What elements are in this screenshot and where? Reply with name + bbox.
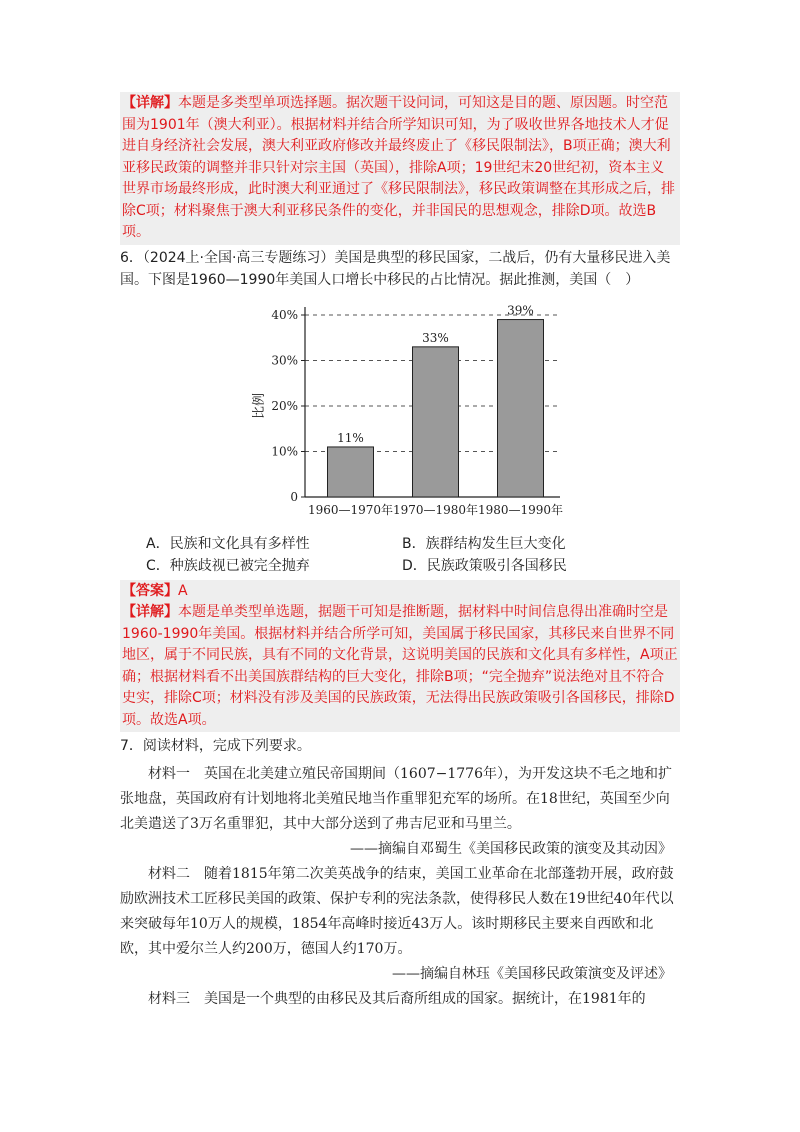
bar	[413, 346, 459, 496]
question-7-stem: 7．阅读材料，完成下列要求。	[120, 738, 311, 754]
y-tick-label: 0	[290, 489, 298, 504]
x-tick-label: 1960—1970年	[307, 502, 394, 517]
options-grid	[146, 533, 680, 578]
prev-explanation-block	[120, 92, 680, 245]
answer-line	[122, 581, 678, 603]
explain-text-6: 本题是单类型单选题，据题干可知是推断题，据材料中时间信息得出准确时空是1960-1990年美国。根据材料并结合所学可知，美国属于移民国家，其移民来自世界不同地区，属于不同民族，具有不同的文化背景，这说明美国的民族和文化具有多样性，A项正确；根据材料看不出美国族群结构的巨大变化，排除B项；“完全抛弃”说法绝对且不符合史实，排除C项；材料没有涉及美国的民族政策，无法得出民族政策吸引各国移民，排除D项。故选A项。	[122, 604, 678, 728]
answer-tag: 【答案】	[122, 582, 178, 599]
material-2: 材料二 随着1815年第二次美英战争的结束，美国工业革命在北部蓬勃开展，政府鼓励欧洲技术工匠移民美国的政策、保护专利的宪法条款，使得移民人数在19世纪40年代以来突破每年10万人的规模，1854年高峰时接近43万人。该时期移民主要来自西欧和北欧，其中爱尔兰人约200万，德国人约170万。	[120, 866, 674, 957]
material-3: 材料三 美国是一个典型的由移民及其后裔所组成的国家。据统计，在1981年的	[148, 991, 646, 1007]
option-a[interactable]: A．民族和文化具有多样性	[146, 535, 310, 552]
option-c[interactable]: C．种族歧视已被完全抛弃	[146, 558, 310, 574]
bar	[498, 319, 544, 496]
chart-svg	[120, 297, 680, 527]
material-2-source: ——摘编自林珏《美国移民政策演变及评述》	[392, 966, 672, 982]
option-d[interactable]: D．民族政策吸引各国移民	[402, 558, 567, 574]
explain-tag: 【详解】	[122, 95, 178, 111]
question-6-stem: 6．（2024上·全国·高三专题练习）美国是典型的移民国家，二战后，仍有大量移民进入美国。下图是1960—1990年美国人口增长中移民的占比情况。据此推测，美国（ ）	[120, 249, 671, 288]
y-tick-label: 40%	[271, 307, 298, 322]
data-label: 33%	[422, 330, 449, 345]
explanation	[122, 602, 678, 731]
explain-tag-6: 【详解】	[122, 604, 178, 620]
immigration-bar-chart	[120, 297, 680, 527]
page-content	[120, 92, 680, 1012]
answer-block	[120, 580, 680, 733]
material-1-source: ——摘编自邓蜀生《美国移民政策的演变及其动因》	[350, 841, 672, 857]
data-label: 11%	[337, 430, 364, 445]
material-1: 材料一 英国在北美建立殖民帝国期间（1607−1776年），为开发这块不毛之地和扩张地盘，英国政府有计划地将北美殖民地当作重罪犯充军的场所。在18世纪，英国至少向北美遣送了3万名重罪犯，其中大部分送到了弗吉尼亚和马里兰。	[120, 766, 672, 832]
y-tick-label: 10%	[271, 444, 298, 458]
x-tick-label: 1970—1980年	[392, 502, 479, 517]
y-tick-label: 20%	[271, 398, 298, 413]
bar	[328, 446, 374, 496]
data-label: 39%	[507, 303, 534, 318]
option-b[interactable]: B．族群结构发生巨大变化	[402, 535, 566, 552]
y-tick-label: 30%	[271, 353, 298, 367]
y-axis-label: 比例	[252, 392, 267, 419]
answer-value: A	[178, 582, 188, 599]
x-tick-label: 1980—1990年	[477, 502, 564, 517]
explain-text: 本题是多类型单项选择题。据次题干设问词，可知这是目的题、原因题。时空范围为1901年（澳大利亚）。根据材料并结合所学知识可知，为了吸收世界各地技术人才促进自身经济社会发展，澳大利亚政府修改并最终废止了《移民限制法》，B项正确；澳大利亚移民政策的调整并非只针对宗主国（英国），排除A项；19世纪末20世纪初，资本主义世界市场最终形成，此时澳大利亚通过了《移民限制法》，移民政策调整在其形成之后，排除C项；材料聚焦于澳大利亚移民条件的变化，并非国民的思想观念，排除D项。故选B项。	[122, 95, 675, 240]
